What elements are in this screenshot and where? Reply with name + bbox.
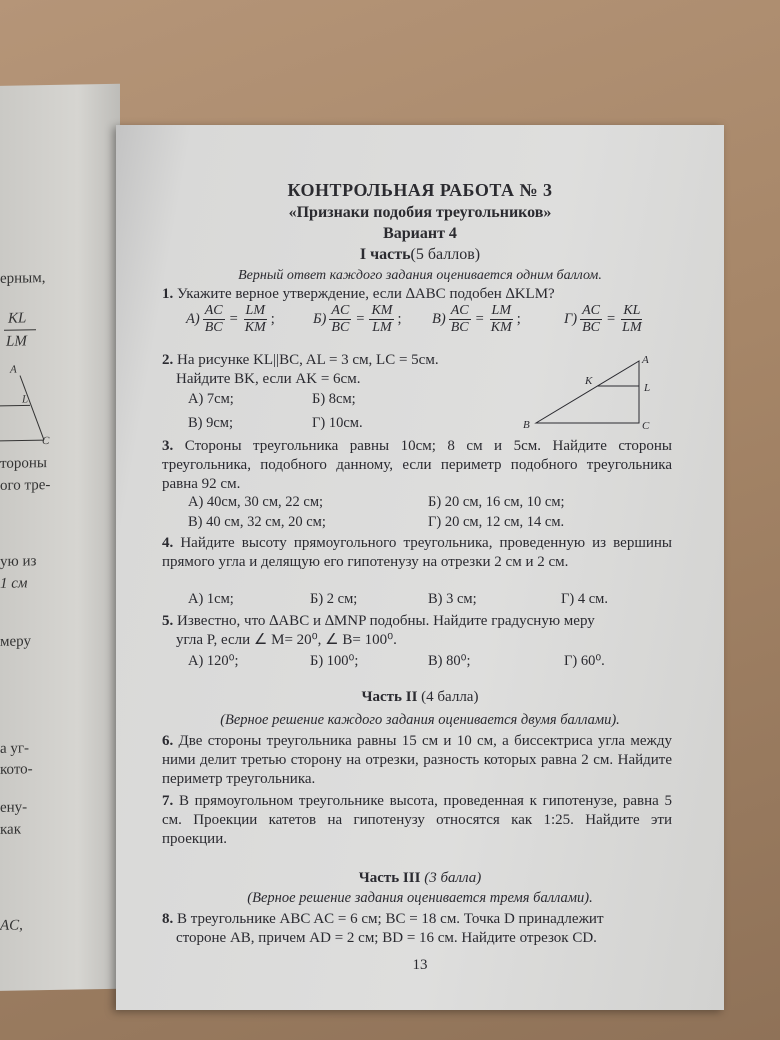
page-number: 13: [412, 957, 428, 973]
denominator: LM: [372, 320, 392, 335]
equals-sign: =: [229, 311, 238, 327]
separator: ;: [270, 311, 275, 327]
denominator: BC: [204, 320, 223, 335]
denominator: KM: [490, 320, 512, 335]
left-page-text: как: [0, 821, 22, 838]
vertex-label-k: K: [585, 375, 593, 387]
vertex-label-b: B: [523, 419, 530, 431]
q1-option-c: [432, 303, 521, 336]
option-label: Г): [564, 311, 578, 327]
equals-sign: =: [606, 311, 616, 327]
answer-option: Г) 60⁰.: [564, 653, 605, 669]
vertex-label-l: L: [644, 382, 651, 394]
answer-option: А) 7см;: [188, 391, 234, 407]
q1-option-d: [564, 303, 647, 336]
option-label: В): [432, 311, 446, 327]
numerator: AC: [204, 303, 223, 318]
question-5: [162, 612, 672, 650]
question-8: [162, 910, 682, 948]
option-label: Б): [313, 311, 327, 327]
left-page-text: A: [10, 363, 17, 376]
answer-option: В) 80⁰;: [428, 653, 471, 669]
question-text: Стороны треугольника равны 10см; 8 см и 5см. Найдите стороны треугольника, подобного данному, если периметр подобного треугольника равна 92 см.: [162, 438, 673, 492]
left-page-text: 1 см: [0, 575, 28, 592]
fraction: [203, 303, 225, 336]
question-2: [162, 351, 522, 389]
question-number: 1.: [162, 286, 174, 302]
question-text-line2: угла P, если ∠ M= 20⁰, ∠ B= 100⁰.: [176, 632, 397, 648]
answer-option: А) 120⁰;: [188, 653, 239, 669]
numerator: AC: [450, 303, 469, 318]
fraction: [449, 303, 471, 336]
fraction: [620, 303, 643, 336]
part3-points: (3 балла): [424, 870, 482, 886]
part1-points: (5 баллов): [410, 246, 481, 263]
part3-title: Часть III: [358, 870, 421, 886]
numerator: AC: [582, 303, 600, 318]
question-6: [162, 732, 672, 789]
numerator: LM: [245, 303, 265, 318]
left-page-text: LM: [6, 333, 27, 350]
separator: ;: [397, 311, 402, 327]
question-number: 8.: [162, 911, 174, 927]
worksheet-page: [116, 125, 724, 1010]
left-page-text: меру: [0, 633, 31, 650]
numerator: AC: [331, 303, 350, 318]
answer-option: А) 1см;: [188, 591, 234, 607]
denominator: LM: [622, 320, 642, 335]
answer-option: В) 3 см;: [428, 591, 477, 607]
question-1: [162, 285, 672, 304]
answer-option: Г) 4 см.: [561, 591, 608, 607]
equals-sign: =: [475, 311, 484, 327]
question-4: [162, 534, 672, 572]
question-number: 7.: [162, 793, 174, 809]
answer-option: Б) 100⁰;: [310, 653, 359, 669]
left-page-text: KL: [8, 310, 27, 327]
fraction: [369, 303, 394, 336]
question-text-line1: Известно, что ∆ABC и ∆MNP подобны. Найдите градусную меру: [177, 613, 595, 629]
part1-heading: [116, 246, 724, 264]
equals-sign: =: [356, 311, 365, 327]
left-page-text: C: [42, 435, 50, 448]
answer-option: В) 9см;: [188, 415, 234, 431]
question-number: 5.: [162, 613, 174, 629]
option-label: А): [186, 311, 200, 327]
q1-option-b: [313, 303, 402, 336]
part1-note: Верный ответ каждого задания оценивается одним баллом.: [238, 268, 602, 283]
separator: ;: [516, 311, 521, 327]
fraction: [489, 303, 514, 336]
question-text: В прямоугольном треугольнике высота, проведенная к гипотенузе, равна 5 см. Проекции катетов на гипотенузу относятся как 1:25. Найдите эти проекции.: [162, 793, 673, 847]
left-page-text: кото-: [0, 761, 33, 778]
question-text: Найдите высоту прямоугольного треугольника, проведенную из вершины прямого угла и делящую его гипотенузу на отрезки 2 см и 2 см.: [162, 535, 672, 570]
fraction: [580, 303, 602, 336]
fraction: [329, 303, 351, 336]
question-number: 2.: [162, 352, 174, 368]
numerator: KM: [371, 303, 393, 318]
left-page-text: ого тре-: [0, 476, 51, 494]
left-page-text: AC,: [0, 917, 23, 934]
left-page-text: ую из: [0, 553, 37, 570]
part3-heading: [116, 870, 724, 887]
question-text-line1: В треугольнике ABC AC = 6 см; BC = 18 см. Точка D принадлежит: [177, 911, 604, 927]
vertex-label-c: C: [642, 420, 650, 432]
page-title: КОНТРОЛЬНАЯ РАБОТА № 3: [287, 180, 553, 200]
left-page-text: L: [22, 393, 29, 406]
answer-option: Б) 8см;: [312, 391, 356, 407]
left-page: [0, 84, 120, 991]
part3-note: (Верное решение задания оценивается тремя баллами).: [247, 890, 593, 906]
question-7: [162, 792, 672, 849]
part2-note: (Верное решение каждого задания оценивается двумя баллами).: [220, 712, 620, 728]
left-page-text: ену-: [0, 799, 28, 816]
numerator: KL: [623, 303, 641, 318]
answer-option: Г) 10см.: [312, 415, 363, 431]
page-subtitle: «Признаки подобия треугольников»: [288, 204, 552, 221]
left-page-text: тороны: [0, 455, 47, 472]
fraction: [243, 303, 268, 336]
part2-title: Часть II: [361, 689, 418, 705]
vertex-label-a: A: [642, 354, 649, 366]
denominator: BC: [582, 320, 600, 335]
question-text-line2: стороне AB, причем AD = 2 см; BD = 16 см. Найдите отрезок CD.: [176, 930, 597, 946]
numerator: LM: [491, 303, 511, 318]
question-text-line1: На рисунке KL||BC, AL = 3 см, LC = 5см.: [177, 352, 439, 368]
answer-option: Б) 20 см, 16 см, 10 см;: [428, 494, 565, 510]
part2-heading: [116, 689, 724, 706]
denominator: BC: [450, 320, 469, 335]
denominator: KM: [244, 320, 266, 335]
part1-title: I часть: [359, 246, 411, 263]
part2-points: (4 балла): [421, 689, 479, 705]
answer-option: Г) 20 см, 12 см, 14 см.: [428, 514, 565, 530]
question-text: Две стороны треугольника равны 15 см и 10 см, а биссектриса угла между ними делит третью сторону на отрезки, разность которых равна 2 см. Найдите периметр треугольника.: [162, 733, 672, 787]
q2-triangle-figure: [511, 353, 661, 433]
question-number: 4.: [162, 535, 174, 551]
denominator: BC: [331, 320, 350, 335]
question-3: [162, 437, 672, 494]
question-text-line2: Найдите BK, если AK = 6см.: [176, 371, 361, 387]
q1-option-a: [186, 303, 275, 336]
answer-option: Б) 2 см;: [310, 591, 358, 607]
question-number: 6.: [162, 733, 174, 749]
fraction-bar: [4, 329, 36, 331]
left-page-text: а уг-: [0, 740, 30, 757]
answer-option: А) 40см, 30 см, 22 см;: [188, 494, 324, 510]
variant-label: Вариант 4: [383, 225, 457, 242]
answer-option: В) 40 см, 32 см, 20 см;: [188, 514, 326, 530]
question-text: Укажите верное утверждение, если ∆ABC подобен ∆KLM?: [177, 286, 555, 302]
question-number: 3.: [162, 438, 174, 454]
left-page-text: ерным,: [0, 270, 46, 287]
